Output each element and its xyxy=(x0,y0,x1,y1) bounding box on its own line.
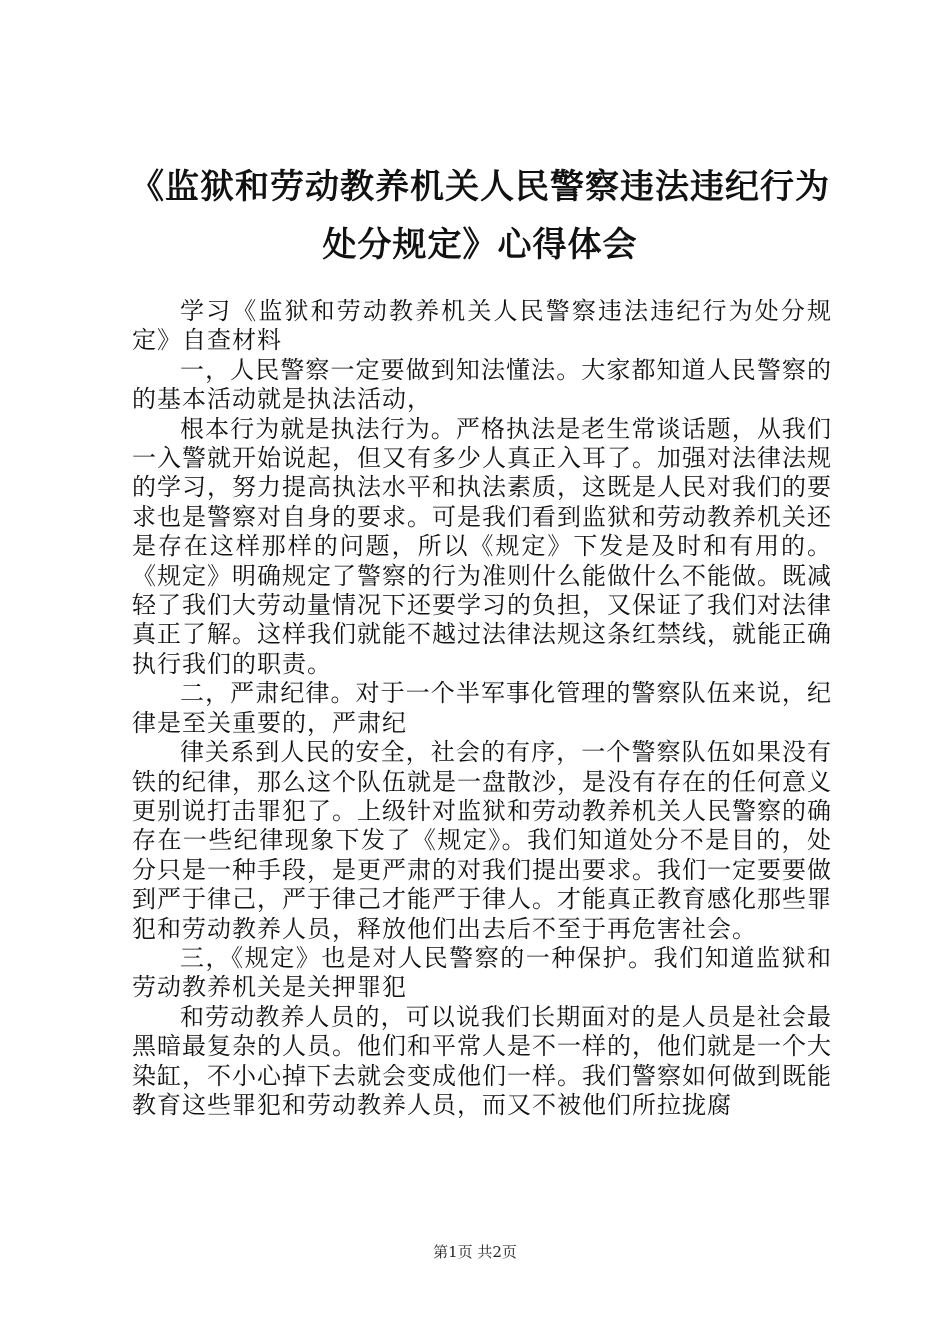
paragraph-point-3-heading: 三，《规定》也是对人民警察的一种保护。我们知道监狱和劳动教养机关是关押罪犯 xyxy=(132,943,832,1002)
paragraph-point-2-body: 律关系到人民的安全，社会的有序，一个警察队伍如果没有铁的纪律，那么这个队伍就是一盘散沙，是没有存在的任何意义更别说打击罪犯了。上级针对监狱和劳动教养机关人民警察的确存在一些纪律现象下发了《规定》。我们知道处分不是目的，处分只是一种手段，是更严肃的对我们提出要求。我们一定要要做到严于律己，严于律己才能严于律人。才能真正教育感化那些罪犯和劳动教养人员，释放他们出去后不至于再危害社会。 xyxy=(132,738,832,943)
document-title xyxy=(130,158,830,274)
paragraph-intro: 学习《监狱和劳动教养机关人民警察违法违纪行为处分规定》自查材料 xyxy=(132,297,832,355)
page-number-footer: 第1页 共2页 xyxy=(433,1243,517,1261)
paragraph-point-1-heading: 一，人民警察一定要做到知法懂法。大家都知道人民警察的的基本活动就是执法活动， xyxy=(132,355,832,414)
paragraph-point-2-heading: 二，严肃纪律。对于一个半军事化管理的警察队伍来说，纪律是至关重要的，严肃纪 xyxy=(132,679,832,737)
paragraph-point-1-body: 根本行为就是执法行为。严格执法是老生常谈话题，从我们一入警就开始说起，但又有多少人真正入耳了。加强对法律法规的学习，努力提高执法水平和执法素质，这既是人民对我们的要求也是警察对自身的要求。可是我们看到监狱和劳动教养机关还是存在这样那样的问题，所以《规定》下发是及时和有用的。《规定》明确规定了警察的行为准则什么能做什么不能做。既减轻了我们大劳动量情况下还要学习的负担，又保证了我们对法律真正了解。这样我们就能不越过法律法规这条红禁线，就能正确执行我们的职责。 xyxy=(132,414,832,678)
paragraph-point-3-body: 和劳动教养人员的，可以说我们长期面对的是人员是社会最黑暗最复杂的人员。他们和平常人是不一样的，他们就是一个大染缸，不小心掉下去就会变成他们一样。我们警察如何做到既能教育这些罪犯和劳动教养人员，而又不被他们所拉拢腐 xyxy=(132,1002,832,1119)
document-body xyxy=(132,297,832,1120)
title-line-2: 处分规定》心得体会 xyxy=(322,225,638,265)
title-line-1: 《监狱和劳动教养机关人民警察违法违纪行为 xyxy=(130,167,830,207)
